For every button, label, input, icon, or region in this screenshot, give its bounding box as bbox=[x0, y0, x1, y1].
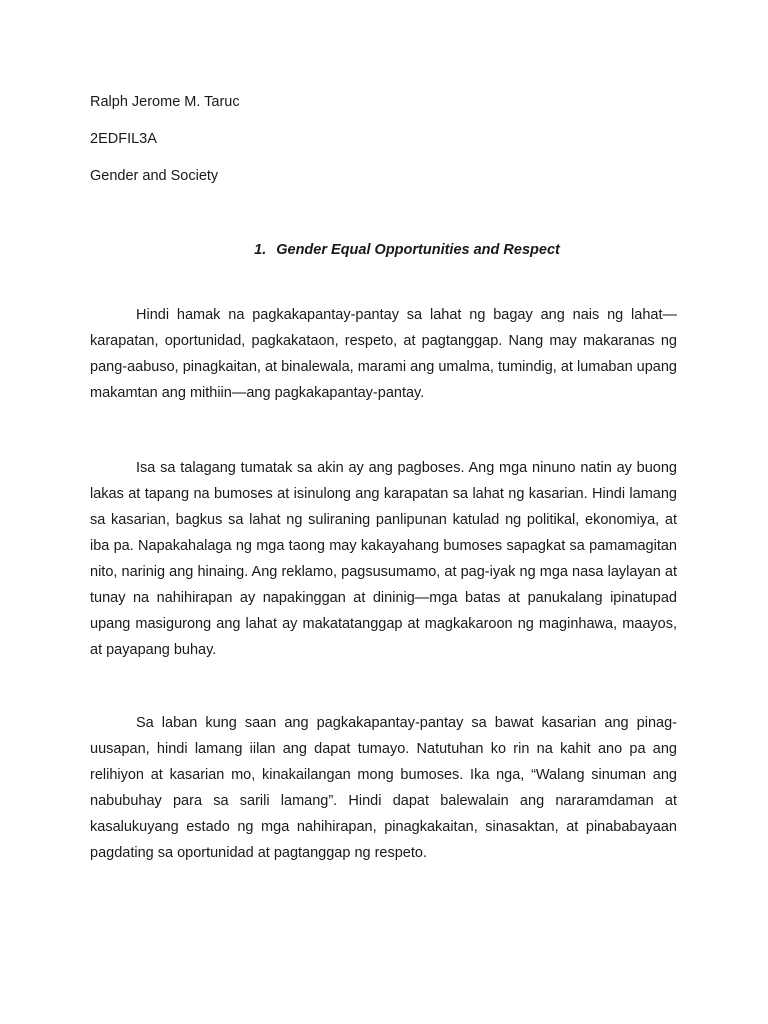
course-title: Gender and Society bbox=[90, 168, 219, 184]
heading-title: Gender Equal Opportunities and Respect bbox=[276, 242, 560, 258]
essay-heading bbox=[0, 241, 768, 259]
paragraph-2: Isa sa talagang tumatak sa akin ay ang pagboses. Ang mga ninuno natin ay buong lakas at tapang na bumoses at isinulong ang karapatan sa lahat ng kasarian. Hindi lamang sa kasarian, bagkus sa lahat ng suliraning panlipunan katulad ng politikal, ekonomiya, at iba pa. Napakahalaga ng mga taong may kakayahang bumoses sapagkat sa pamamagitan nito, narinig ang hinaing. Ang reklamo, pagsusumamo, at pag-iyak ng mga nasa laylayan at tunay na nahihirapan ay napakinggan at dininig—mga batas at panukalang ipinatupad upang masigurong ang lahat ay makatatanggap at magkakaroon ng maginhawa, maayos, at payapang buhay. bbox=[90, 460, 677, 658]
author-name: Ralph Jerome M. Taruc bbox=[90, 94, 240, 110]
section-code: 2EDFIL3A bbox=[90, 131, 157, 147]
paragraph-3: Sa laban kung saan ang pagkakapantay-pantay sa bawat kasarian ang pinag-uusapan, hindi lamang iilan ang dapat tumayo. Natutuhan ko rin na kahit ano pa ang relihiyon at kasarian mo, kinakailangan mong bumoses. Ika nga, “Walang sinuman ang nabubuhay para sa sarili lamang”. Hindi dapat balewalain ang nararamdaman at kasalukuyang estado ng mga nahihirapan, pinagkakaitan, sinasaktan, at pinababayaan pagdating sa oportunidad at pagtanggap ng respeto. bbox=[90, 715, 677, 861]
heading-number: 1. bbox=[254, 242, 267, 258]
paragraph-1: Hindi hamak na pagkakapantay-pantay sa lahat ng bagay ang nais ng lahat—karapatan, oportunidad, pagkakataon, respeto, at pagtanggap. Nang may makaranas ng pang-aabuso, pinagkaitan, at binalewala, marami ang umalma, tumindig, at lumaban upang makamtan ang mithiin—ang pagkakapantay-pantay. bbox=[90, 307, 677, 401]
